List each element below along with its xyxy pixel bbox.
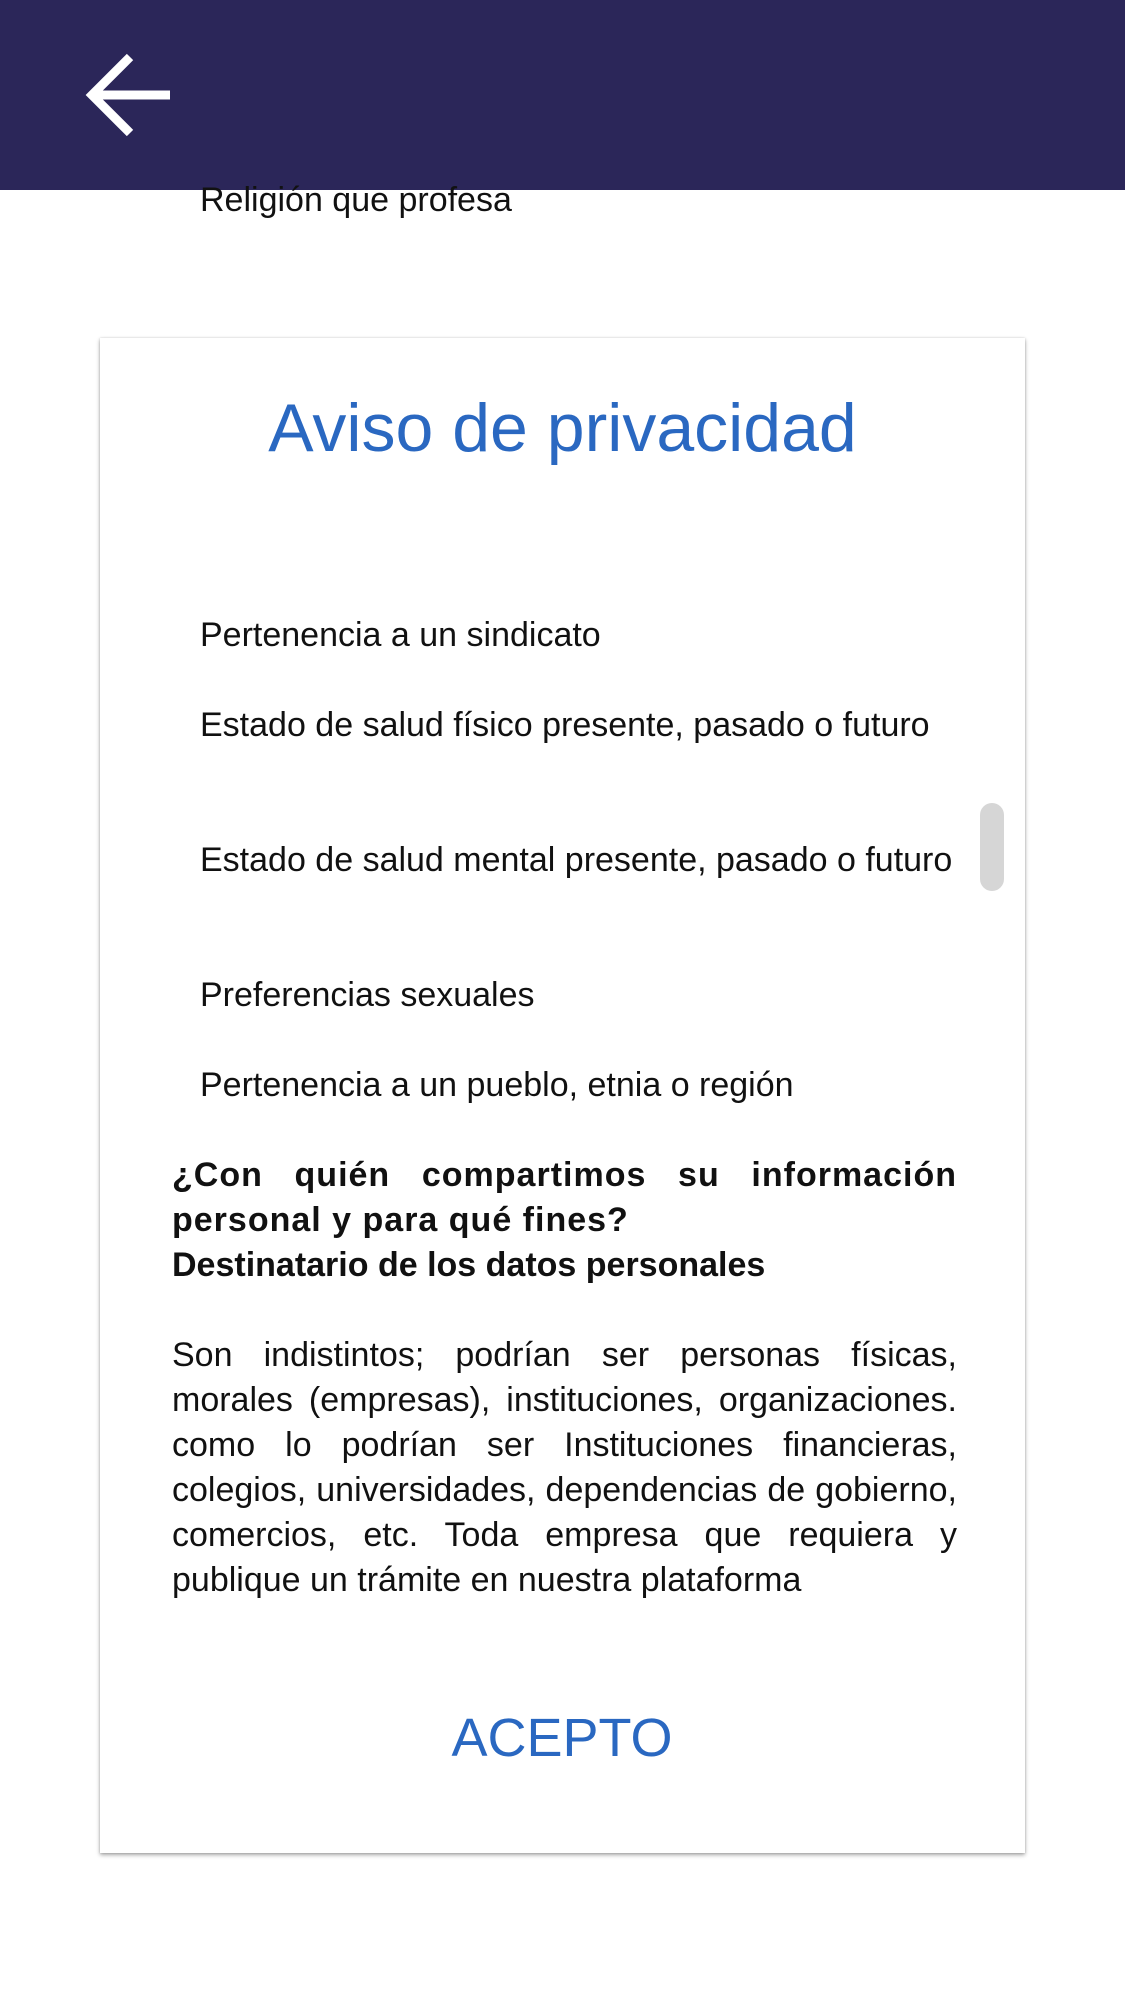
privacy-dialog [100,181,1025,1853]
question-heading: ¿Con quién compartimos su información personal y para qué fines? [172,1156,957,1239]
recipients-text: Son indistintos; podrían ser personas físicas, morales (empresas), instituciones, organizaciones. como lo podrían ser Instituciones financieras, colegios, universidades, dependencias de gobierno, comercios, etc. Toda empresa que requiera y publique un trámite en nuestra plataforma [172,1336,957,1599]
list-item-salud-mental: Estado de salud mental presente, pasado o futuro [200,841,953,879]
list-item-pertenencia-pueblo: Pertenencia a un pueblo, etnia o región [200,1066,794,1104]
dialog-title: Aviso de privacidad [268,390,857,466]
arrow-left-icon [80,45,180,145]
recipients-heading: Destinatario de los datos personales [172,1246,766,1284]
list-item-salud-fisico: Estado de salud físico presente, pasado o futuro [200,706,930,744]
accept-button[interactable]: ACEPTO [451,1708,673,1768]
back-button[interactable] [80,45,180,145]
list-item-sindicato: Pertenencia a un sindicato [200,616,601,654]
list-item-religion: Religión que profesa [200,181,512,219]
app-bar [0,0,1125,190]
list-item-preferencias: Preferencias sexuales [200,976,535,1014]
scrollbar-thumb[interactable] [980,803,1004,891]
